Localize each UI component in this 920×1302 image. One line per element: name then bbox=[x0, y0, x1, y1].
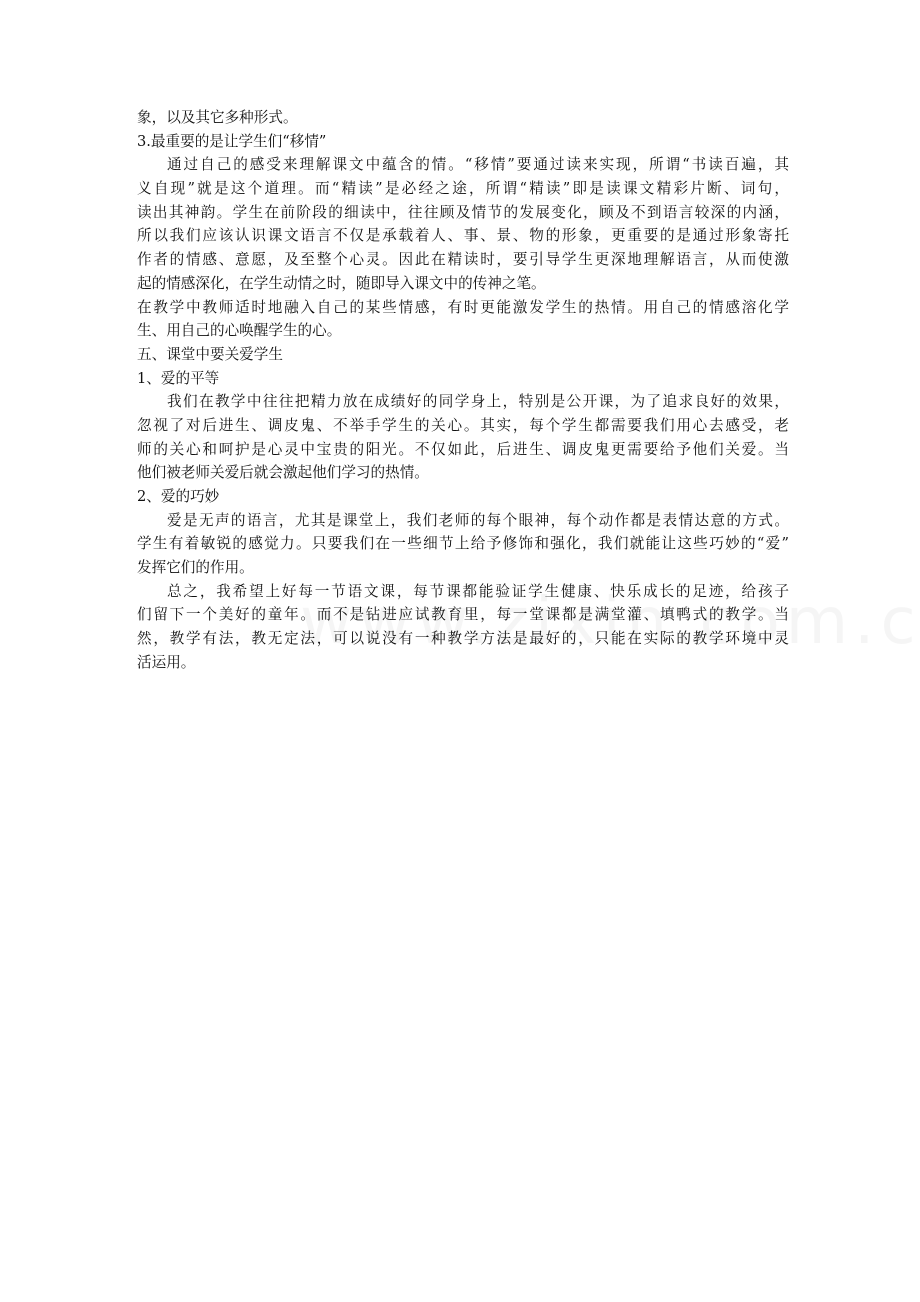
subsection-heading: 2、爱的巧妙 bbox=[137, 488, 220, 505]
text-line: 们留下一个美好的童年。而不是钻进应试教育里，每一堂课都是满堂灌、填鸭式的教学。当 bbox=[137, 606, 789, 624]
text-line: 生、用自己的心唤醒学生的心。 bbox=[137, 322, 342, 340]
text-line: 象，以及其它多种形式。 bbox=[137, 109, 298, 126]
text-line: 所以我们应该认识课文语言不仅是承载着人、事、景、物的形象，更重要的是通过形象寄托 bbox=[137, 227, 789, 245]
text-line: 发挥它们的作用。 bbox=[137, 559, 254, 577]
text-line: 总之，我希望上好每一节语文课，每节课都能验证学生健康、快乐成长的足迹，给孩子 bbox=[167, 582, 789, 600]
subsection-heading: 1、爱的平等 bbox=[137, 369, 220, 387]
section-heading: 3.最重要的是让学生们“移情” bbox=[137, 132, 327, 150]
text-line: 活运用。 bbox=[137, 653, 196, 671]
text-line: 读出其神韵。学生在前阶段的细读中，往往顾及情节的发展变化，顾及不到语言较深的内涵， bbox=[137, 203, 789, 221]
text-line: 在教学中教师适时地融入自己的某些情感，有时更能激发学生的热情。用自己的情感溶化学 bbox=[137, 298, 789, 316]
text-line: 他们被老师关爱后就会激起他们学习的热情。 bbox=[137, 464, 429, 482]
text-line: 学生有着敏锐的感觉力。只要我们在一些细节上给予修饰和强化，我们就能让这些巧妙的“爱” bbox=[137, 535, 789, 553]
text-line: 起的情感深化，在学生动情之时，随即导入课文中的传神之笔。 bbox=[137, 274, 546, 292]
text-line: 我们在教学中往往把精力放在成绩好的同学身上，特别是公开课，为了追求良好的效果， bbox=[167, 393, 789, 411]
text-line: 忽视了对后进生、调皮鬼、不举手学生的关心。其实，每个学生都需要我们用心去感受，老 bbox=[137, 416, 789, 434]
text-line: 然，教学有法，教无定法，可以说没有一种教学方法是最好的，只能在实际的教学环境中灵 bbox=[137, 630, 789, 648]
text-line: 作者的情感、意愿，及至整个心灵。因此在精读时，要引导学生更深地理解语言，从而使激 bbox=[137, 251, 789, 269]
section-heading: 五、课堂中要关爱学生 bbox=[137, 345, 283, 363]
text-line: 通过自己的感受来理解课文中蕴含的情。“移情”要通过读来实现，所谓“书读百遍，其 bbox=[167, 156, 789, 174]
document-body bbox=[137, 106, 789, 675]
text-line: 义自现”就是这个道理。而“精读”是必经之途，所谓“精读”即是读课文精彩片断、词句， bbox=[137, 180, 789, 198]
text-line: 爱是无声的语言，尤其是课堂上，我们老师的每个眼神，每个动作都是表情达意的方式。 bbox=[167, 511, 789, 529]
text-line: 师的关心和呵护是心灵中宝贵的阳光。不仅如此，后进生、调皮鬼更需要给予他们关爱。当 bbox=[137, 440, 789, 458]
